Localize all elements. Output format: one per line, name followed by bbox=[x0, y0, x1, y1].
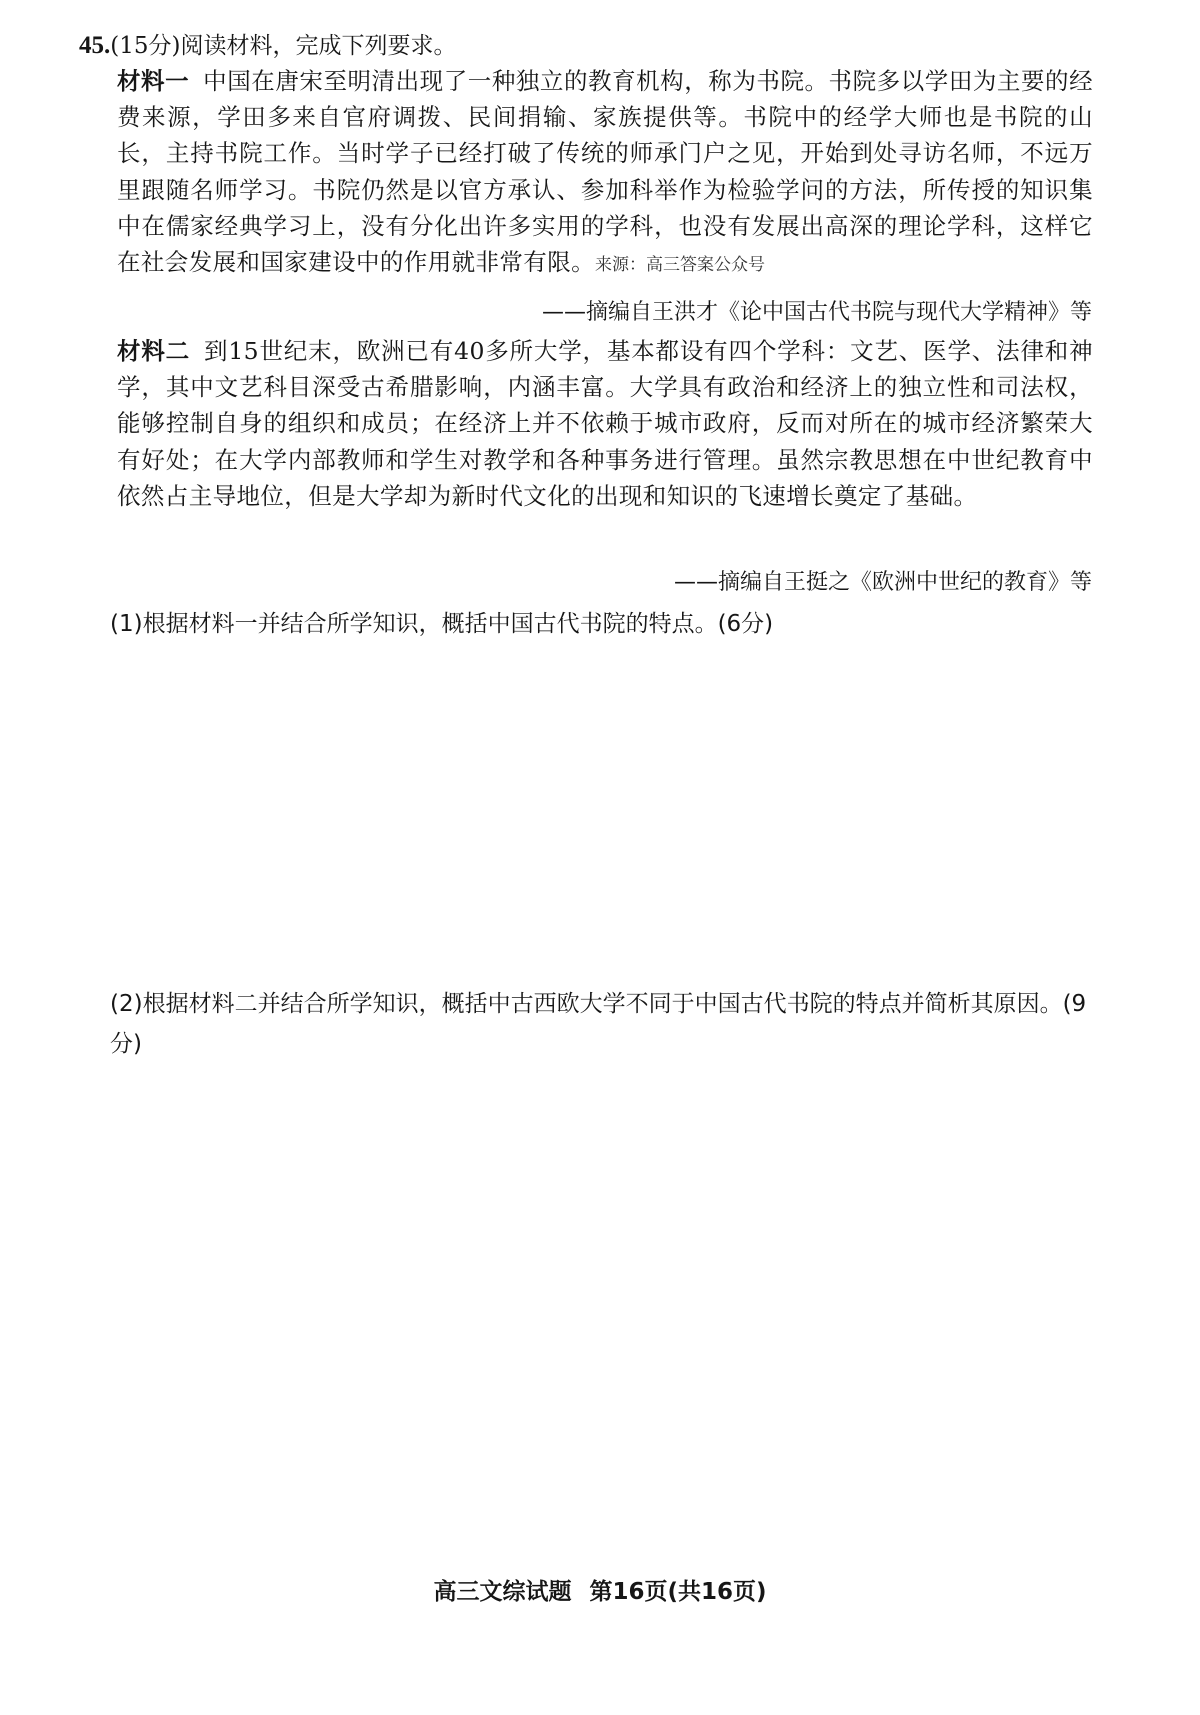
material-two-source: ——摘编自王挺之《欧洲中世纪的教育》等 bbox=[673, 570, 1092, 595]
page-footer bbox=[0, 1573, 1200, 1606]
question-number: 45. bbox=[79, 32, 111, 59]
material-one-label: 材料一 bbox=[117, 67, 190, 95]
footer-exam-title: 高三文综试题 bbox=[433, 1579, 572, 1605]
material-two bbox=[117, 333, 1093, 514]
subquestion-1: (1)根据材料一并结合所学知识，概括中国古代书院的特点。(6分) bbox=[110, 611, 774, 637]
subquestion-2: (2)根据材料二并结合所学知识，概括中古西欧大学不同于中国古代书院的特点并简析其原因。(9分) bbox=[110, 991, 1087, 1057]
source-watermark: 来源：高三答案公众号 bbox=[595, 255, 765, 276]
material-two-label: 材料二 bbox=[117, 337, 190, 365]
footer-page-number: 第16页(共16页) bbox=[589, 1579, 767, 1605]
answer-area-1[interactable] bbox=[110, 650, 1100, 970]
question-header bbox=[79, 28, 456, 64]
question-instruction: (15分)阅读材料，完成下列要求。 bbox=[110, 33, 457, 59]
answer-area-2[interactable] bbox=[110, 1070, 1100, 1540]
material-one bbox=[117, 63, 1093, 283]
material-one-source: ——摘编自王洪才《论中国古代书院与现代大学精神》等 bbox=[541, 300, 1092, 325]
material-two-text: 到15世纪末，欧洲已有40多所大学，基本都设有四个学科：文艺、医学、法律和神学，其中文艺科目深受古希腊影响，内涵丰富。大学具有政治和经济上的独立性和司法权，能够控制自身的组织和成员；在经济上并不依赖于城市政府，反而对所在的城市经济繁荣大有好处；在大学内部教师和学生对教学和各种事务进行管理。虽然宗教思想在中世纪教育中依然占主导地位，但是大学却为新时代文化的出现和知识的飞速增长奠定了基础。 bbox=[117, 337, 1094, 510]
material-one-text: 中国在唐宋至明清出现了一种独立的教育机构，称为书院。书院多以学田为主要的经费来源，学田多来自官府调拨、民间捐输、家族提供等。书院中的经学大师也是书院的山长，主持书院工作。当时学子已经打破了传统的师承门户之见，开始到处寻访名师，不远万里跟随名师学习。书院仍然是以官方承认、参加科举作为检验学问的方法，所传授的知识集中在儒家经典学习上，没有分化出许多实用的学科，也没有发展出高深的理论学科，这样它在社会发展和国家建设中的作用就非常有限。 bbox=[117, 67, 1093, 277]
